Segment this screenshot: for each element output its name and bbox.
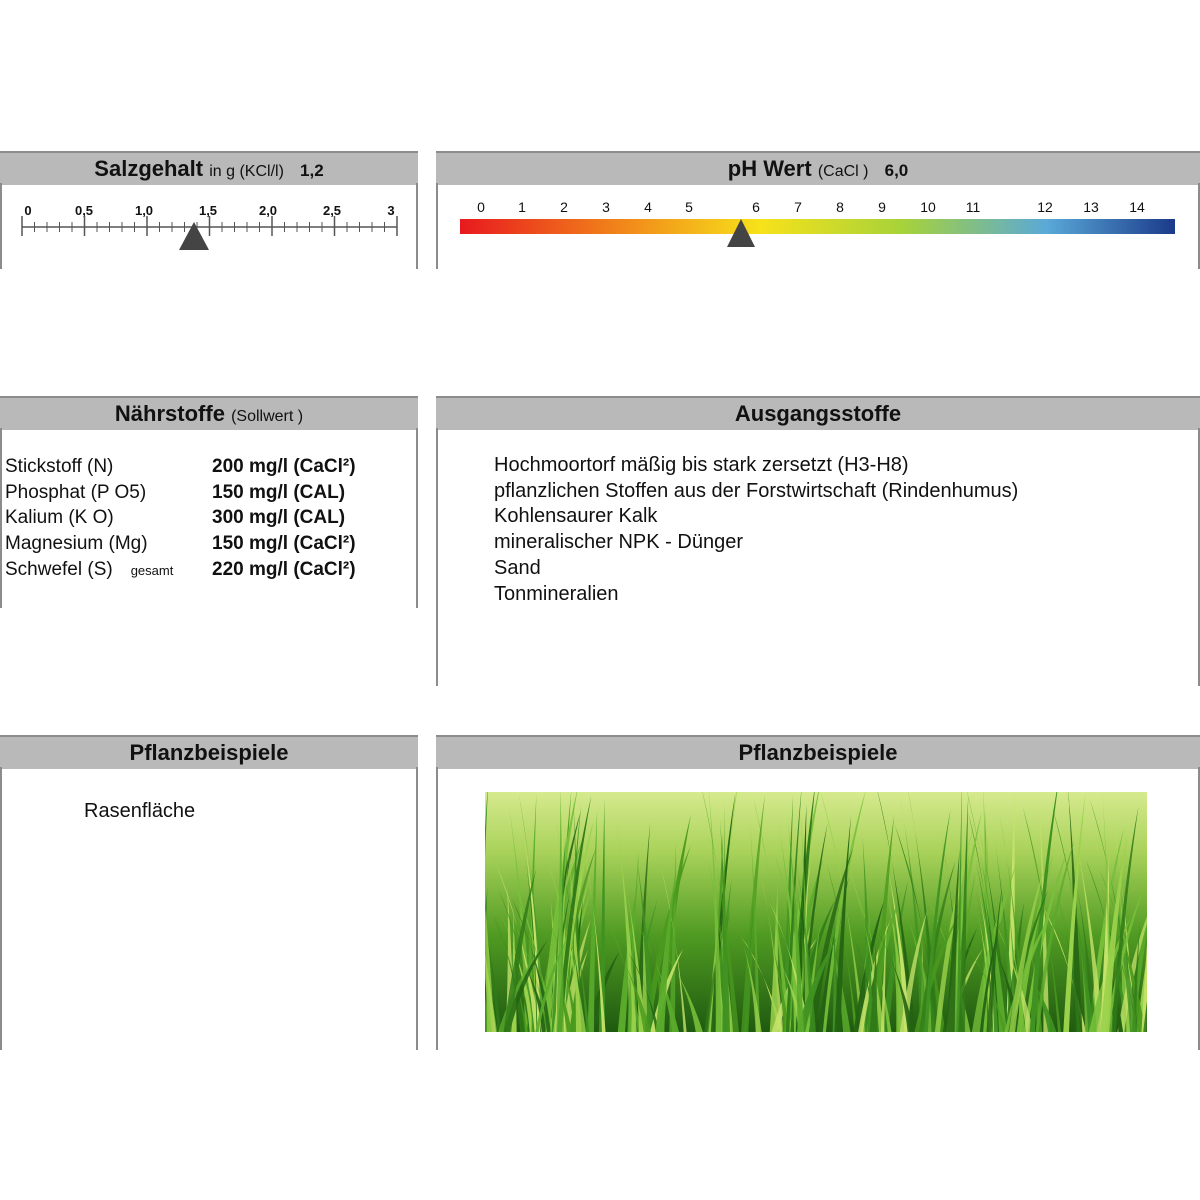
ph-tick-label: 14	[1129, 199, 1145, 215]
nutrient-value: 220 mg/l (CaCl²)	[212, 559, 356, 580]
salt-tick-label: 1,0	[134, 203, 154, 218]
ph-unit: (CaCl )	[817, 163, 869, 180]
nutrient-note: gesamt	[130, 563, 174, 578]
salt-tick-label: 0	[24, 203, 32, 218]
plants-right-header	[436, 735, 1200, 769]
nutrient-name	[5, 557, 173, 584]
grass-image	[485, 792, 1147, 1032]
lawn-photo	[485, 792, 1147, 1032]
nutrient-name: Phosphat (P O5)	[5, 482, 147, 503]
ph-title: pH Wert	[727, 156, 812, 181]
salt-unit: in g (KCl/l)	[209, 163, 284, 180]
material-item: Kohlensaurer Kalk	[494, 505, 658, 527]
nutrient-value: 150 mg/l (CAL)	[212, 482, 346, 503]
plants-left-header	[0, 735, 418, 769]
plants-right-title: Pflanzbeispiele	[738, 740, 898, 765]
ph-scale	[436, 216, 1200, 252]
nutrient-value: 200 mg/l (CaCl²)	[212, 456, 356, 477]
ph-tick-label: 1	[518, 199, 526, 215]
ph-gradient-bar	[460, 219, 1175, 234]
salt-tick-label: 2,5	[322, 203, 342, 218]
material-item: pflanzlichen Stoffen aus der Forstwirtschaft (Rindenhumus)	[494, 480, 1019, 502]
nutrient-name: Stickstoff (N)	[5, 456, 114, 477]
nutrients-title: Nährstoffe	[114, 401, 225, 426]
ph-tick-label: 7	[794, 199, 802, 215]
materials-left-border	[436, 428, 438, 686]
materials-header	[436, 396, 1200, 430]
materials-title: Ausgangsstoffe	[734, 401, 902, 426]
nutrients-header	[0, 396, 418, 430]
ph-tick-label: 0	[477, 199, 485, 215]
ph-tick-label: 12	[1037, 199, 1053, 215]
salt-scale	[0, 214, 418, 254]
ph-tick-label: 3	[602, 199, 610, 215]
nutrients-right-border	[416, 428, 418, 608]
nutrients-left-border	[0, 428, 2, 608]
nutrient-name: Kalium (K O)	[5, 507, 114, 528]
ph-tick-label: 5	[685, 199, 693, 215]
plants-right-left-border	[436, 767, 438, 1050]
ph-value: 6,0	[884, 161, 909, 180]
nutrient-value: 150 mg/l (CaCl²)	[212, 533, 356, 554]
ph-tick-label: 11	[965, 199, 981, 215]
ph-tick-label: 8	[836, 199, 844, 215]
ph-tick-label: 6	[752, 199, 760, 215]
salt-marker	[179, 222, 209, 250]
plant-example-text: Rasenfläche	[84, 800, 196, 822]
salt-header	[0, 151, 418, 185]
plants-left-title: Pflanzbeispiele	[129, 740, 289, 765]
ph-tick-label: 10	[920, 199, 936, 215]
salt-title: Salzgehalt	[94, 156, 204, 181]
nutrient-value: 300 mg/l (CAL)	[212, 507, 346, 528]
nutrient-name: Magnesium (Mg)	[5, 533, 148, 554]
material-item: Tonmineralien	[494, 583, 619, 605]
salt-ticks	[22, 216, 397, 236]
salt-tick-label: 3	[387, 203, 395, 218]
salt-tick-label: 0,5	[74, 203, 94, 218]
ph-tick-label: 4	[644, 199, 652, 215]
plants-left-panel	[0, 735, 418, 1050]
material-item: mineralischer NPK - Dünger	[494, 531, 743, 553]
salt-tick-label: 2,0	[258, 203, 278, 218]
ph-tick-label: 13	[1083, 199, 1099, 215]
material-item: Sand	[494, 557, 541, 579]
plants-left-left-border	[0, 767, 2, 1050]
salt-value: 1,2	[300, 161, 324, 180]
material-item: Hochmoortorf mäßig bis stark zersetzt (H3-H8)	[494, 454, 909, 476]
nutrients-subtitle: (Sollwert )	[231, 408, 304, 425]
salt-tick-label: 1,5	[198, 203, 218, 218]
plants-left-right-border	[416, 767, 418, 1050]
nutrient-name-text: Schwefel (S)	[5, 559, 113, 580]
ph-tick-label: 2	[560, 199, 568, 215]
ph-header	[436, 151, 1200, 185]
ph-tick-label: 9	[878, 199, 886, 215]
